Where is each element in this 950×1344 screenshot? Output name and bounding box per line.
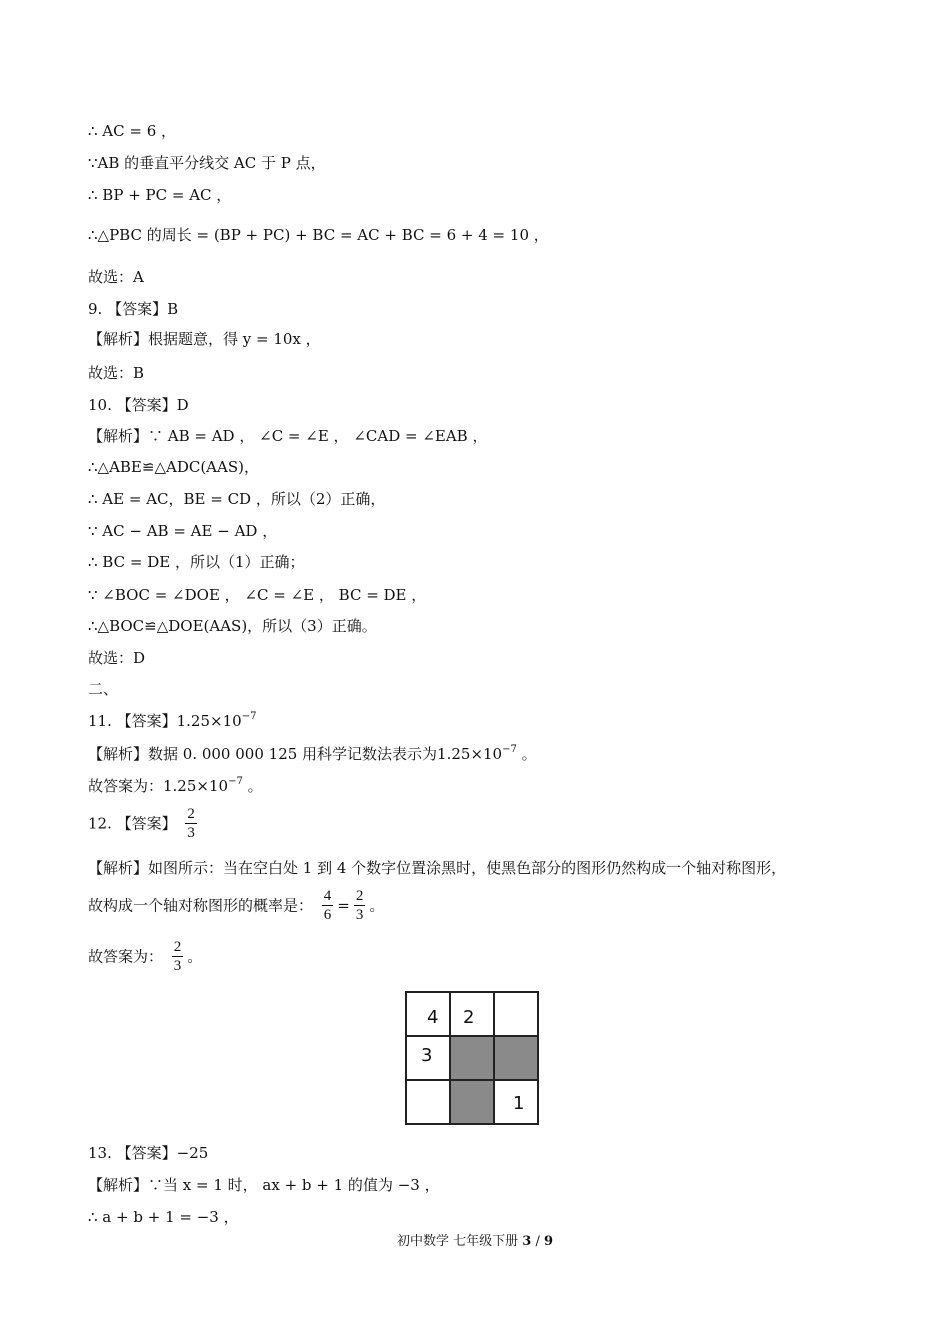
solution-line: ∴△ABE≌△ADC(AAS)， (88, 458, 259, 476)
fraction-two-thirds (185, 805, 197, 842)
section-heading: 二、 (88, 680, 119, 698)
solution-line: ∴ AC = 6 ， (88, 122, 177, 140)
grid-cell (406, 992, 450, 1036)
fraction-numerator: 2 (173, 939, 182, 955)
answer-11-text: 11. 【答案】1.25×10 (88, 712, 242, 730)
probability-text: 故构成一个轴对称图形的概率是： (88, 896, 314, 915)
analysis-11-text: 【解析】数据 0. 000 000 125 用科学记数法表示为1.25×10 (88, 745, 503, 763)
grid-cell (494, 992, 538, 1036)
solution-line: ∵AB 的垂直平分线交 AC 于 P 点， (88, 154, 326, 172)
exponent: −7 (502, 744, 517, 755)
grid-number: 3 (421, 1045, 433, 1066)
page-separator: / (535, 1234, 540, 1249)
page-number: 3 (522, 1234, 532, 1249)
solution-line: 故选：D (88, 649, 146, 667)
conclusion-11 (88, 775, 263, 797)
grid-cell-shaded (450, 1036, 494, 1080)
analysis-13: 【解析】∵当 x = 1 时， ax + b + 1 的值为 −3 ， (88, 1176, 440, 1194)
grid-number: 2 (463, 1007, 475, 1028)
solution-line: ∴ a + b + 1 = −3 ， (88, 1208, 239, 1226)
fraction-four-sixths (322, 887, 334, 924)
analysis-11 (88, 743, 537, 765)
grid-cell (406, 1036, 450, 1080)
conclusion-12-text: 故答案为： (88, 947, 164, 966)
punct: 。 (369, 896, 385, 915)
grid-number: 1 (513, 1093, 525, 1114)
solution-line: 故选：A (88, 268, 144, 286)
grid-cell-shaded (450, 1080, 494, 1124)
fraction-denominator: 3 (187, 825, 195, 841)
fraction-denominator: 6 (323, 907, 332, 923)
equals-sign: = (337, 896, 350, 915)
page-footer (0, 1230, 950, 1249)
answer-9: 9. 【答案】B (88, 300, 179, 318)
solution-line: ∴△PBC 的周长 = (BP + PC) + BC = AC + BC = 6 + 4 = 10 ， (88, 226, 549, 244)
grid-cell (406, 1080, 450, 1124)
grid-cell (494, 1080, 538, 1124)
punct: 。 (242, 777, 263, 795)
probability-line (88, 887, 384, 924)
punct: 。 (187, 947, 203, 966)
fraction-denominator: 3 (173, 958, 182, 974)
solution-line: ∴ AE = AC，BE = CD ，所以（2）正确， (88, 490, 386, 508)
solution-line: ∴ BP + PC = AC ， (88, 186, 232, 204)
exponent: −7 (228, 776, 243, 787)
symmetry-grid-figure (405, 991, 539, 1125)
answer-10: 10. 【答案】D (88, 396, 189, 414)
fraction-numerator: 2 (187, 806, 195, 822)
page-total: 9 (543, 1234, 554, 1249)
analysis-12: 【解析】如图所示：当在空白处 1 到 4 个数字位置涂黑时，使黑色部分的图形仍然构成一个轴对称图形， (88, 859, 787, 877)
answer-12-text: 12. 【答案】 (88, 814, 177, 833)
footer-title: 初中数学 七年级下册 (396, 1234, 519, 1249)
solution-line: ∵ ∠BOC = ∠DOE ， ∠C = ∠E ， BC = DE ， (88, 586, 427, 604)
conclusion-12 (88, 938, 202, 975)
conclusion-11-text: 故答案为：1.25×10 (88, 777, 229, 795)
analysis-9: 【解析】根据题意，得 y = 10x ， (88, 330, 321, 348)
analysis-10: 【解析】∵ AB = AD ， ∠C = ∠E ， ∠CAD = ∠EAB ， (88, 427, 488, 445)
grid-cell-shaded (494, 1036, 538, 1080)
solution-line: ∵ AC − AB = AE − AD ， (88, 522, 278, 540)
exponent: −7 (241, 711, 257, 722)
solution-line: ∴△BOC≌△DOE(AAS)，所以（3）正确。 (88, 617, 377, 635)
answer-13: 13. 【答案】−25 (88, 1144, 209, 1162)
answer-11 (88, 710, 256, 732)
grid-number: 4 (427, 1007, 439, 1028)
fraction-denominator: 3 (355, 907, 364, 923)
solution-line: 故选：B (88, 364, 145, 382)
fraction-two-thirds (172, 938, 184, 975)
fraction-numerator: 4 (323, 888, 332, 904)
fraction-two-thirds (354, 887, 366, 924)
punct: 。 (516, 745, 537, 763)
grid-cell (450, 992, 494, 1036)
fraction-numerator: 2 (355, 888, 364, 904)
solution-line: ∴ BC = DE ，所以（1）正确； (88, 553, 305, 571)
answer-12 (88, 805, 201, 842)
